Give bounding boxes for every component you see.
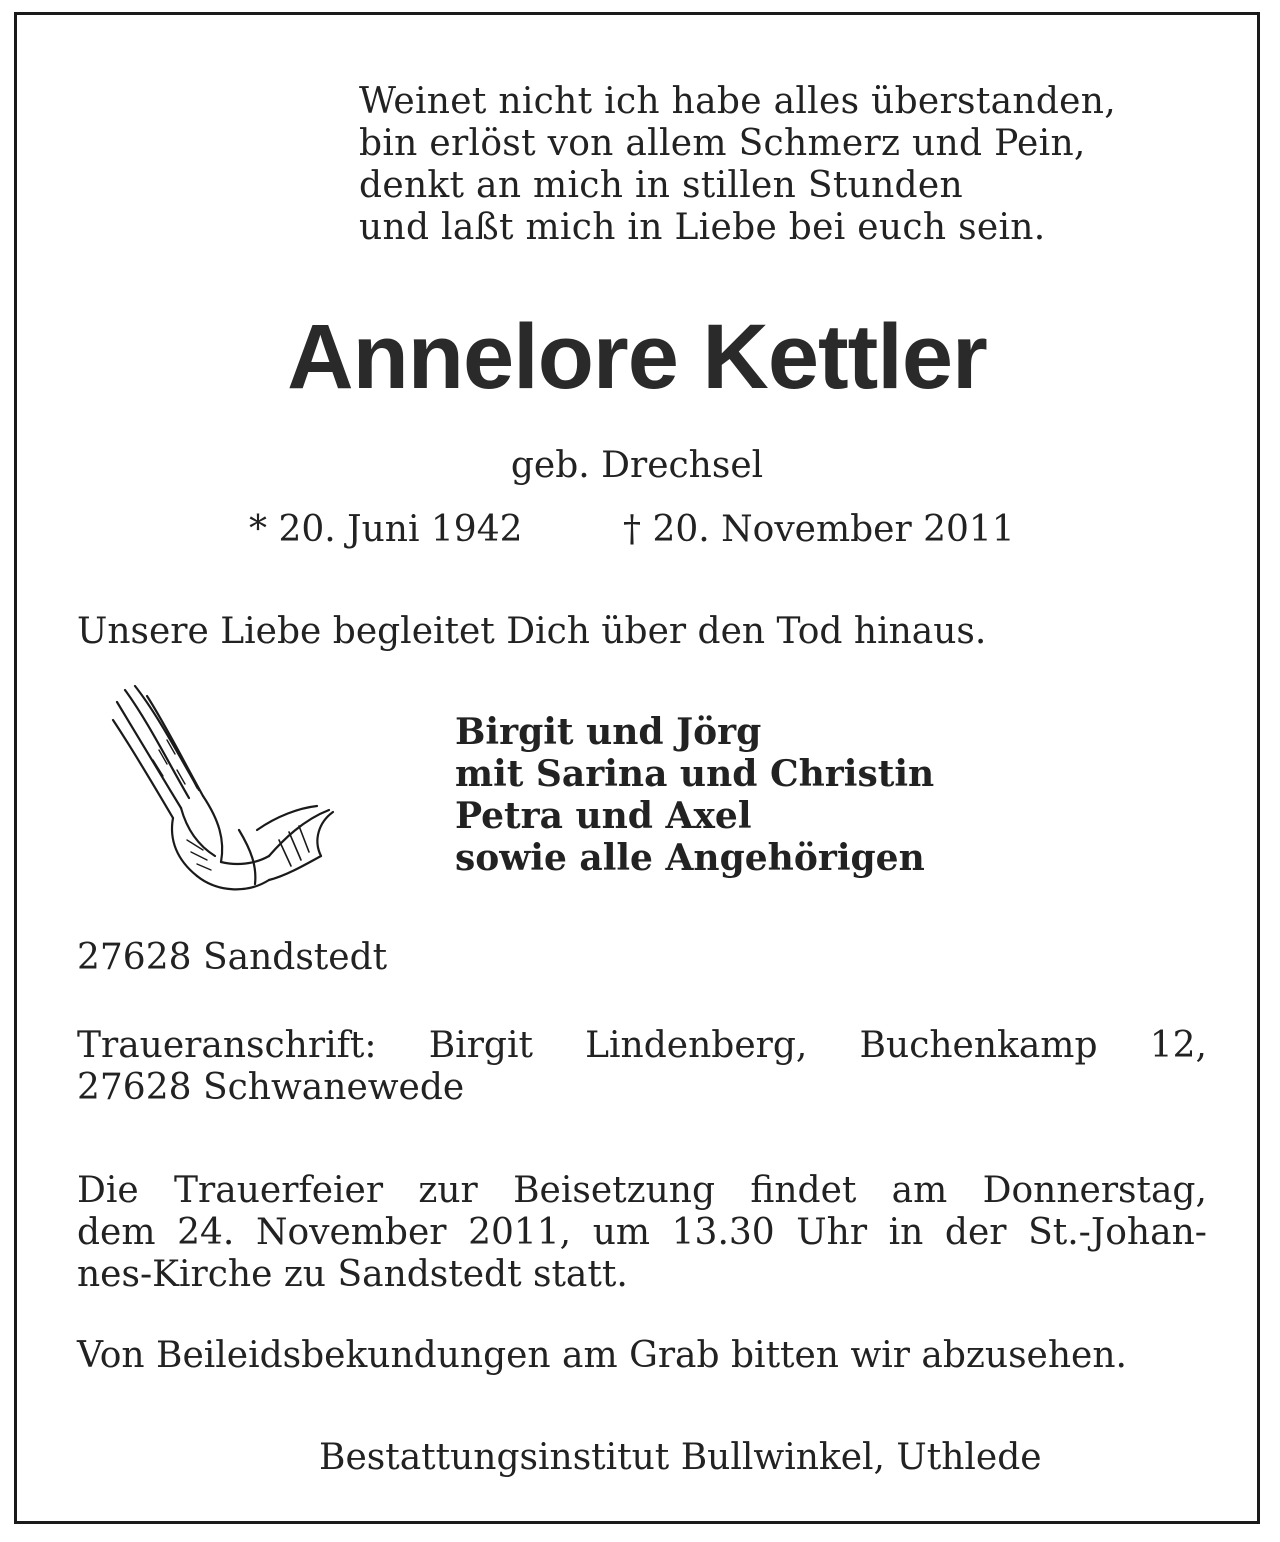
ceremony-notice: [77, 1170, 1207, 1296]
ceremony-line-3: nes-Kirche zu Sandstedt statt.: [77, 1254, 628, 1295]
word: St.-Johan-: [1028, 1212, 1207, 1253]
word: findet: [750, 1170, 857, 1211]
word: Lindenberg,: [585, 1025, 808, 1066]
word: Traueranschrift:: [77, 1025, 377, 1066]
word: 12,: [1149, 1025, 1207, 1066]
word: Birgit: [428, 1025, 533, 1066]
condolences-note: Von Beileidsbekundungen am Grab bitten wir abzusehen.: [77, 1335, 1127, 1376]
word: am: [891, 1170, 948, 1211]
address-line-1: [77, 1025, 1207, 1067]
family-line: mit Sarina und Christin: [455, 753, 935, 795]
undertaker: Bestattungsinstitut Bullwinkel, Uthlede: [319, 1437, 1042, 1478]
word: Die: [77, 1170, 139, 1211]
ceremony-line-1: [77, 1170, 1207, 1212]
maiden-name: geb. Drechsel: [510, 445, 764, 486]
word: 2011,: [468, 1212, 572, 1253]
motto: Unsere Liebe begleitet Dich über den Tod hinaus.: [77, 611, 987, 652]
word: Donnerstag,: [982, 1170, 1207, 1211]
poem-line: und laßt mich in Liebe bei euch sein.: [359, 207, 1046, 248]
word: 13.30: [671, 1212, 775, 1253]
praying-hands-icon: [107, 680, 337, 905]
poem: [359, 81, 1116, 249]
family-line: Birgit und Jörg: [455, 711, 762, 753]
family-names: [455, 711, 934, 879]
word: Beisetzung: [513, 1170, 715, 1211]
word: der: [944, 1212, 1007, 1253]
mourning-address: [77, 1025, 1207, 1109]
word: Trauerfeier: [174, 1170, 384, 1211]
poem-line: denkt an mich in stillen Stunden: [359, 165, 963, 206]
death-date: † 20. November 2011: [623, 509, 1015, 550]
word: 24.: [177, 1212, 235, 1253]
word: dem: [77, 1212, 156, 1253]
family-line: sowie alle Angehörigen: [455, 837, 925, 879]
deceased-name: Annelore Kettler: [287, 306, 987, 408]
word: in: [888, 1212, 924, 1253]
town: 27628 Sandstedt: [77, 937, 388, 978]
word: zur: [418, 1170, 478, 1211]
word: Uhr: [796, 1212, 868, 1253]
address-line-2: 27628 Schwanewede: [77, 1067, 465, 1108]
family-line: Petra und Axel: [455, 795, 752, 837]
word: Buchenkamp: [859, 1025, 1098, 1066]
poem-line: bin erlöst von allem Schmerz und Pein,: [359, 123, 1086, 164]
word: um: [592, 1212, 651, 1253]
poem-line: Weinet nicht ich habe alles überstanden,: [359, 81, 1117, 122]
word: November: [255, 1212, 447, 1253]
ceremony-line-2: [77, 1212, 1207, 1254]
birth-date: * 20. Juni 1942: [249, 509, 523, 550]
obituary-frame: [14, 12, 1260, 1524]
